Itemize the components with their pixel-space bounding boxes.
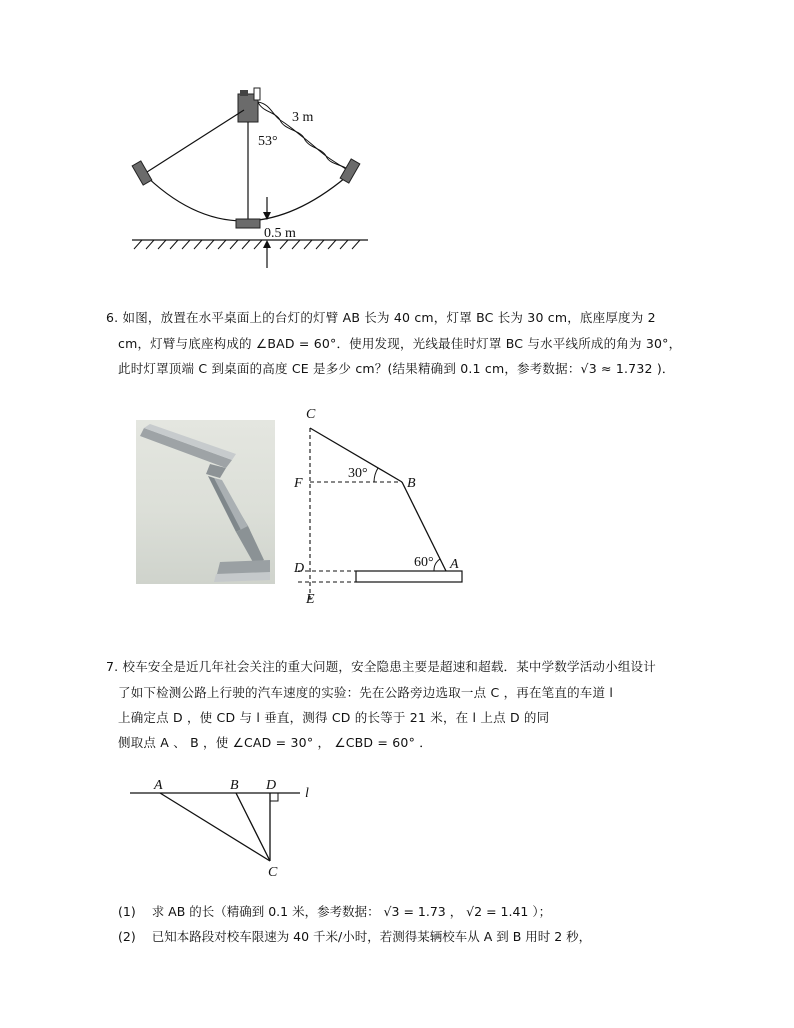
point-b: B — [407, 476, 416, 491]
point-d: D — [294, 561, 305, 576]
q7-diagram — [128, 775, 328, 885]
point-d: D — [266, 778, 277, 793]
q7-sub1-text: 求 AB 的长（精确到 0.1 米，参考数据： √3 = 1.73 ， √2 = 1.41 ）； — [151, 904, 552, 919]
arrow-up-icon — [263, 240, 271, 248]
angle-30: 30° — [348, 466, 368, 481]
swing-arc — [142, 172, 352, 221]
point-a: A — [154, 778, 163, 793]
q6-line1 — [106, 305, 656, 331]
point-c: C — [268, 865, 278, 880]
point-b: B — [230, 778, 239, 793]
q7-text-line3: 上确定点 D ，使 CD 与 l 垂直，测得 CD 的长等于 21 米，在 l 上点 D 的同 — [118, 710, 550, 725]
q7-text-line2: 了如下检测公路上行驶的汽车速度的实验：先在公路旁边选取一点 C ，再在笔直的车道 l — [118, 685, 614, 700]
q7-sub2-text: 已知本路段对校车限速为 40 千米/小时，若测得某辆校车从 A 到 B 用时 2 秒， — [151, 929, 592, 944]
label-angle: 53° — [258, 134, 278, 149]
angle-60: 60° — [414, 555, 434, 570]
swing-diagram — [120, 80, 380, 275]
point-f: F — [294, 476, 303, 491]
q7-number: 7. — [106, 659, 119, 674]
q6-number: 6. — [106, 310, 119, 325]
q7-line1 — [106, 654, 656, 680]
line-l: l — [305, 786, 309, 801]
q6-text-line2: cm，灯臂与底座构成的 ∠BAD = 60°．使用发现，光线最佳时灯罩 BC 与水平线所成的角为 30°， — [118, 336, 682, 351]
point-e: E — [306, 592, 315, 607]
seat-bottom — [236, 219, 260, 228]
desk-lamp-photo — [136, 420, 275, 584]
q7-sub1 — [118, 901, 551, 923]
q7-text-line1: 校车安全是近几年社会关注的重大问题，安全隐患主要是超速和超载．某中学数学活动小组设计 — [122, 659, 656, 674]
q6-diagram — [290, 400, 480, 610]
seat-left — [132, 161, 152, 185]
label-length: 3 m — [292, 110, 314, 125]
point-a: A — [450, 557, 459, 572]
right-angle-mark — [270, 793, 278, 801]
point-c: C — [306, 407, 316, 422]
q7-sub2 — [118, 926, 591, 948]
q7-sub2-number: (2) — [118, 929, 136, 944]
lamp-base — [356, 571, 462, 582]
q6-text-line3: 此时灯罩顶端 C 到桌面的高度 CE 是多少 cm？(结果精确到 0.1 cm，参考数据：√3 ≈ 1.732 )． — [118, 361, 675, 376]
q6-text-line1: 如图，放置在水平桌面上的台灯的灯臂 AB 长为 40 cm，灯罩 BC 长为 30 cm，底座厚度为 2 — [122, 310, 656, 325]
q7-text-line4: 侧取点 A 、 B ，使 ∠CAD = 30° ， ∠CBD = 60° ． — [118, 735, 432, 750]
q7-sub1-number: (1) — [118, 904, 136, 919]
ground-hatching — [134, 240, 360, 249]
seat-right — [340, 159, 360, 183]
rope-left — [147, 110, 244, 172]
label-height: 0.5 m — [264, 226, 296, 241]
